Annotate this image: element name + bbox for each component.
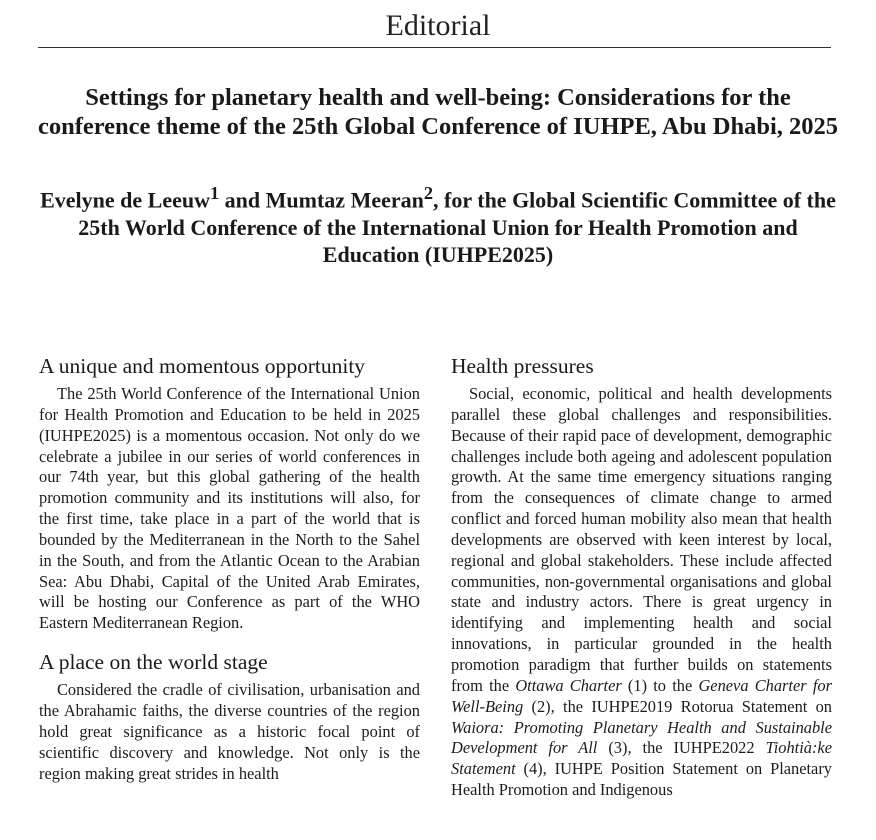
document-title: Tiohtià:ke Statement [451, 738, 832, 779]
body-paragraph: Considered the cradle of civilisation, urbanisation and the Abrahamic faiths, the diverse countries of the region hold great significance as a historic focal point of scientific discovery and knowledge. Not only is the region making great strides in health [39, 680, 420, 783]
text-run: (1) to the [621, 675, 699, 695]
body-paragraph: The 25th World Conference of the International Union for Health Promotion and Education to be held in 2025 (IUHPE2025) is a momentous occasion. Not only do we celebrate a jubilee in our series of world conferences in our 74th year, but this global gathering of the health promotion community and its institutions will also, for the first time, take place in a part of the world that is bounded by the Mediterranean in the North to the Sahel in the South, and from the Atlantic Ocean to the Arabian Sea: Abu Dhabi, Capital of the United Arab Emirates, will be hosting our Conference as part of the WHO Eastern Mediterranean Region. [39, 384, 420, 633]
header-rule [38, 47, 831, 48]
affiliation-marker: 2 [423, 183, 434, 203]
section-heading: Health pressures [451, 354, 594, 378]
section-heading: A unique and momentous opportunity [39, 354, 366, 378]
left-column [39, 352, 420, 784]
author-group: , for the Global Scientific Committee of the 25th World Conference of the International Union for Health Promotion and Education (IUHPE2025) [78, 187, 836, 268]
document-title: Ottawa Charter [515, 675, 622, 695]
document-title: Waiora: Promoting Planetary Health and Sustainable Development for All [451, 717, 832, 758]
article-title: Settings for planetary health and well-being: Considerations for the conference theme of the 25th Global Conference of IUHPE, Abu Dhabi, 2025 [37, 84, 839, 140]
section-label: Editorial [385, 9, 491, 42]
body-paragraph [451, 384, 832, 801]
right-column [451, 352, 832, 801]
section-heading: A place on the world stage [39, 650, 268, 675]
text-run: (3), the IUHPE2022 [597, 738, 766, 758]
author-line [30, 180, 846, 269]
text-run: (2), the IUHPE2019 Rotorua Statement on [523, 696, 832, 716]
author-name: Evelyne de Leeuw [40, 187, 210, 213]
text-run: Social, economic, political and health developments parallel these global challenges and responsibilities. Because of their rapid pace of development, demographic challenges include both ageing and adolescent population growth. At the same time emergency situations ranging from the consequences of climate change to armed conflict and forced human mobility also mean that health developments are observed with keen interest by local, regional and global stakeholders. These include affected communities, non-governmental organisations and global state and industry actors. There is great urgency in identifying and implementing health and social innovations, in particular grounded in the health promotion paradigm that further builds on statements from the [451, 384, 832, 695]
author-name: Mumtaz Meeran [265, 187, 424, 213]
document-title: Geneva Charter for Well-Being [451, 675, 832, 716]
text-run: (4), IUHPE Position Statement on Planetary Health Promotion and Indigenous [451, 759, 832, 800]
author-connector: and [219, 187, 266, 213]
affiliation-marker: 1 [210, 183, 220, 203]
